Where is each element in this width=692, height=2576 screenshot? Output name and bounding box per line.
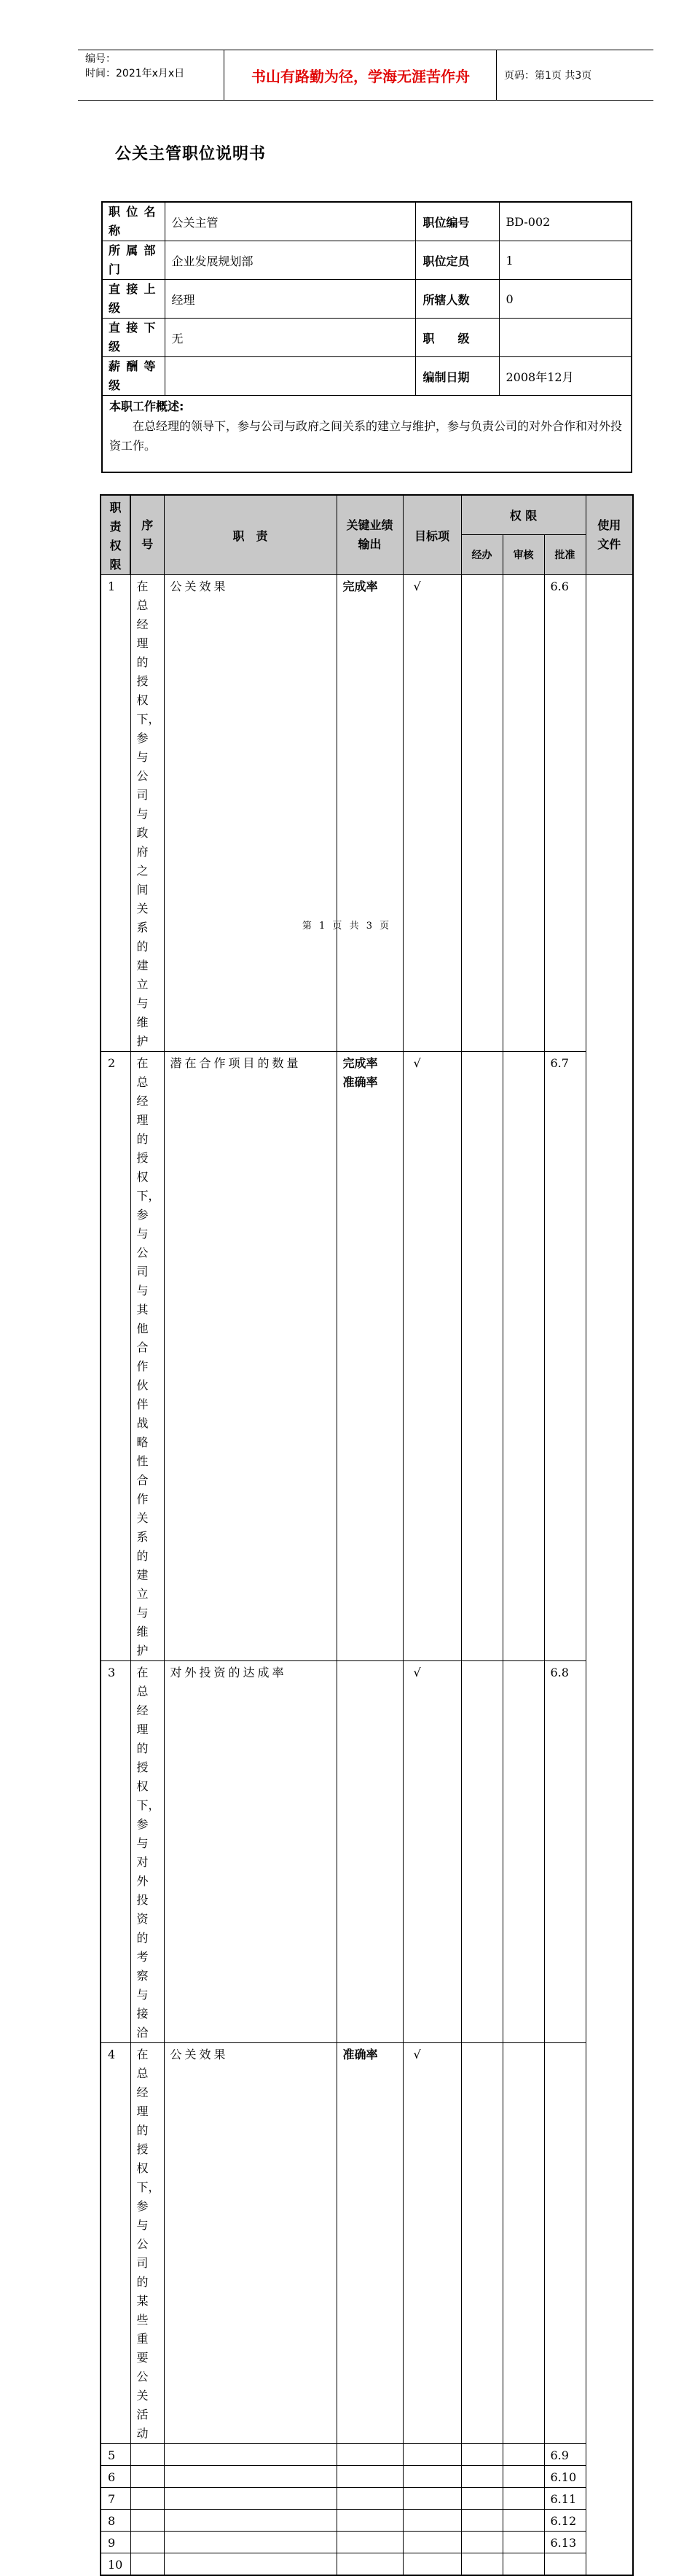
time-label: 时间：2021年x月x日 [85,68,185,79]
duty-kpi [164,2444,337,2466]
duty-target [337,2466,403,2488]
duty-description: 在总经理的授权下，参与公司的某些重要公关活动 [130,2043,164,2444]
duty-review [461,2043,503,2444]
duty-number: 7 [101,2488,130,2510]
duty-kpi [164,2510,337,2532]
duty-document: 6.12 [544,2510,586,2532]
code-label: 编号： [85,53,116,65]
duty-handle-check [403,2553,461,2576]
duty-target [337,2532,403,2553]
duty-kpi [164,2466,337,2488]
duty-handle-check [403,2532,461,2553]
duty-handle-check [403,2488,461,2510]
info-label: 所属部门 [102,241,165,280]
duty-description [130,2466,164,2488]
duty-review [461,2444,503,2466]
duty-target: 完成率 准确率 [337,1052,403,1661]
col-header-no: 序号 [130,495,164,575]
duty-description [130,2444,164,2466]
duty-row [101,2532,633,2553]
duty-number: 1 [101,575,130,1052]
info-value: 经理 [165,280,415,319]
duty-document: 6.7 [544,1052,586,1661]
duty-review [461,1052,503,1661]
document-title: 公关主管职位说明书 [115,145,267,163]
duty-description [130,2553,164,2576]
page-header [78,50,653,101]
duty-handle-check: √ [403,2043,461,2444]
duty-document: 6.8 [544,1661,586,2043]
duty-target: 准确率 [337,2043,403,2444]
duty-number: 4 [101,2043,130,2444]
duty-approve [503,575,544,1052]
duty-row [101,2488,633,2510]
duty-approve [503,2532,544,2553]
duty-handle-check: √ [403,575,461,1052]
duty-number: 2 [101,1052,130,1661]
duty-review [461,1661,503,2043]
duty-description: 在总经理的授权下，参与公司与政府之间关系的建立与维护 [130,575,164,1052]
footer-text: 第 [302,921,312,932]
duty-number: 8 [101,2510,130,2532]
info-label: 直接下级 [102,319,165,357]
info-row [102,241,632,280]
duty-approve [503,2043,544,2444]
info-row [102,202,632,241]
duty-approve [503,2488,544,2510]
duty-row [101,2466,633,2488]
duty-row [101,1661,633,2043]
col-header-authority: 权 限 [461,495,586,535]
info-value-secondary: 1 [499,241,632,280]
duty-row [101,1052,633,1661]
duty-review [461,2488,503,2510]
info-label: 直接上级 [102,280,165,319]
duty-approve [503,1661,544,2043]
duty-row [101,575,633,1052]
col-header-target: 目标项 [403,495,461,575]
duty-number: 10 [101,2553,130,2576]
duty-row [101,2510,633,2532]
duty-document [544,2553,586,2576]
footer-text: 页 [380,921,390,932]
position-info-table [101,201,632,473]
header-meta [78,50,224,100]
duty-description [130,2510,164,2532]
footer-page-number: 1 [318,921,326,932]
duty-number: 6 [101,2466,130,2488]
duty-description [130,2532,164,2553]
duties-side-label: 职责权限 [101,495,130,575]
duty-target [337,2444,403,2466]
duty-handle-check: √ [403,1052,461,1661]
duty-approve [503,2510,544,2532]
col-header-review: 审核 [503,535,544,575]
info-value-secondary: 2008年12月 [499,357,632,396]
duty-number: 3 [101,1661,130,2043]
duty-target: 完成率 [337,575,403,1052]
info-value-secondary [499,319,632,357]
info-value-secondary: BD-002 [499,202,632,241]
duty-target [337,2553,403,2576]
info-label-secondary: 所辖人数 [415,280,499,319]
duty-document: 6.10 [544,2466,586,2488]
footer-total-pages: 3 [366,921,373,932]
footer-text: 页 [332,921,343,932]
duty-review [461,2553,503,2576]
duty-document [544,2043,586,2444]
duty-approve [503,2466,544,2488]
info-row [102,357,632,396]
duty-description [130,2488,164,2510]
duty-kpi [164,2553,337,2576]
duty-handle-check: √ [403,1661,461,2043]
header-page-info: 页码：第1页 共3页 [504,70,592,82]
duty-row [101,2553,633,2576]
job-summary [102,396,632,473]
duty-kpi: 潜在合作项目的数量 [164,1052,337,1661]
duty-description: 在总经理的授权下，参与对外投资的考察与接洽 [130,1661,164,2043]
info-value: 企业发展规划部 [165,241,415,280]
info-value [165,357,415,396]
info-row [102,319,632,357]
footer-text: 共 [349,921,360,932]
info-value-secondary: 0 [499,280,632,319]
duty-handle-check [403,2510,461,2532]
info-row [102,280,632,319]
col-header-kpi: 关键业绩输出 [337,495,403,575]
summary-title: 本职工作概述: [109,399,184,413]
info-label-secondary: 职位编号 [415,202,499,241]
duty-document: 6.6 [544,575,586,1052]
info-value: 无 [165,319,415,357]
duty-kpi [164,2532,337,2553]
duty-document: 6.13 [544,2532,586,2553]
header-motto: 书山有路勤为径，学海无涯苦作舟 [225,50,497,100]
duty-number: 9 [101,2532,130,2553]
col-header-approve: 批准 [544,535,586,575]
duty-document: 6.9 [544,2444,586,2466]
duty-row [101,2043,633,2444]
duties-table [100,494,634,2576]
info-value: 公关主管 [165,202,415,241]
info-label-secondary: 职 级 [415,319,499,357]
col-header-duty: 职 责 [164,495,337,575]
duty-review [461,2510,503,2532]
duty-target [337,2488,403,2510]
duty-description: 在总经理的授权下，参与公司与其他合作伙伴战略性合作关系的建立与维护 [130,1052,164,1661]
info-label: 职位名称 [102,202,165,241]
duty-approve [503,2444,544,2466]
summary-body: 在总经理的领导下，参与公司与政府之间关系的建立与维护，参与负责公司的对外合作和对外投资工作。 [109,419,623,453]
page-footer [0,918,692,932]
duty-review [461,2466,503,2488]
duty-target [337,1661,403,2043]
col-header-handle: 经办 [461,535,503,575]
duty-approve [503,2553,544,2576]
duty-document: 6.11 [544,2488,586,2510]
duty-kpi: 公关效果 [164,2043,337,2444]
duty-number: 5 [101,2444,130,2466]
duty-target [337,2510,403,2532]
info-label-secondary: 职位定员 [415,241,499,280]
duty-handle-check [403,2444,461,2466]
duty-kpi [164,2488,337,2510]
duty-approve [503,1052,544,1661]
duty-row [101,2444,633,2466]
duty-review [461,2532,503,2553]
info-label-secondary: 编制日期 [415,357,499,396]
info-label: 薪酬等级 [102,357,165,396]
col-header-docs: 使用文件 [586,495,633,575]
duty-kpi: 对外投资的达成率 [164,1661,337,2043]
duty-kpi: 公关效果 [164,575,337,1052]
duty-handle-check [403,2466,461,2488]
duty-review [461,575,503,1052]
